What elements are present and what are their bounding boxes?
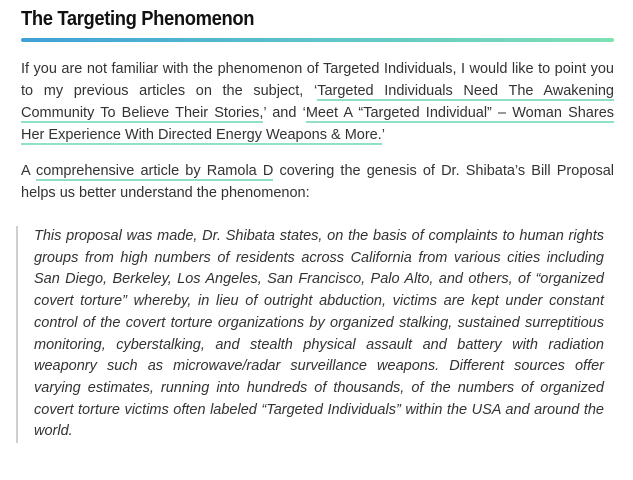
context-text-after: covering the genesis of Dr. Shibata’s Bill Proposal helps us better understand the phenomenon: [21,163,614,201]
link-targeted-individuals-need-awakening[interactable]: Targeted Individuals Need The Awakening Community To Believe Their Stories, [21,83,614,121]
intro-text-after: ’ [381,127,386,143]
intro-paragraph [21,58,614,146]
article [21,0,614,204]
intro-text-middle: ’ and ‘ [263,105,306,121]
shibata-blockquote: This proposal was made, Dr. Shibata states, on the basis of complaints to human rights groups from high numbers of residents across California from various cities including San Diego, Berkeley, Los Angeles, San Francisco, Palo Alto, and others, of “organized covert torture” whereby, in lieu of outright abduction, victims are kept under constant control of the covert torture organizations by organized stalking, sustained surreptitious monitoring, cyberstalking, and stealth physical assault and battery with radiation weaponry such as microwave/radar surveillance weapons. Different sources offer varying estimates, running into hundreds of thousands, of the numbers of organized covert torture victims often labeled “Targeted Individuals” within the USA and around the world. [16,226,604,443]
context-paragraph [21,160,614,204]
heading-divider [21,38,614,42]
intro-text-before: If you are not familiar with the phenomenon of Targeted Individuals, I would like to point you to my previous articles on the subject, ‘ [21,61,614,99]
context-text-before: A [21,163,37,179]
link-meet-a-targeted-individual[interactable]: Meet A “Targeted Individual” – Woman Shares Her Experience With Directed Energy Weapons & More. [21,105,615,143]
section-heading: The Targeting Phenomenon [21,8,255,30]
link-comprehensive-article-ramola-d[interactable]: comprehensive article by Ramola D [36,163,274,179]
